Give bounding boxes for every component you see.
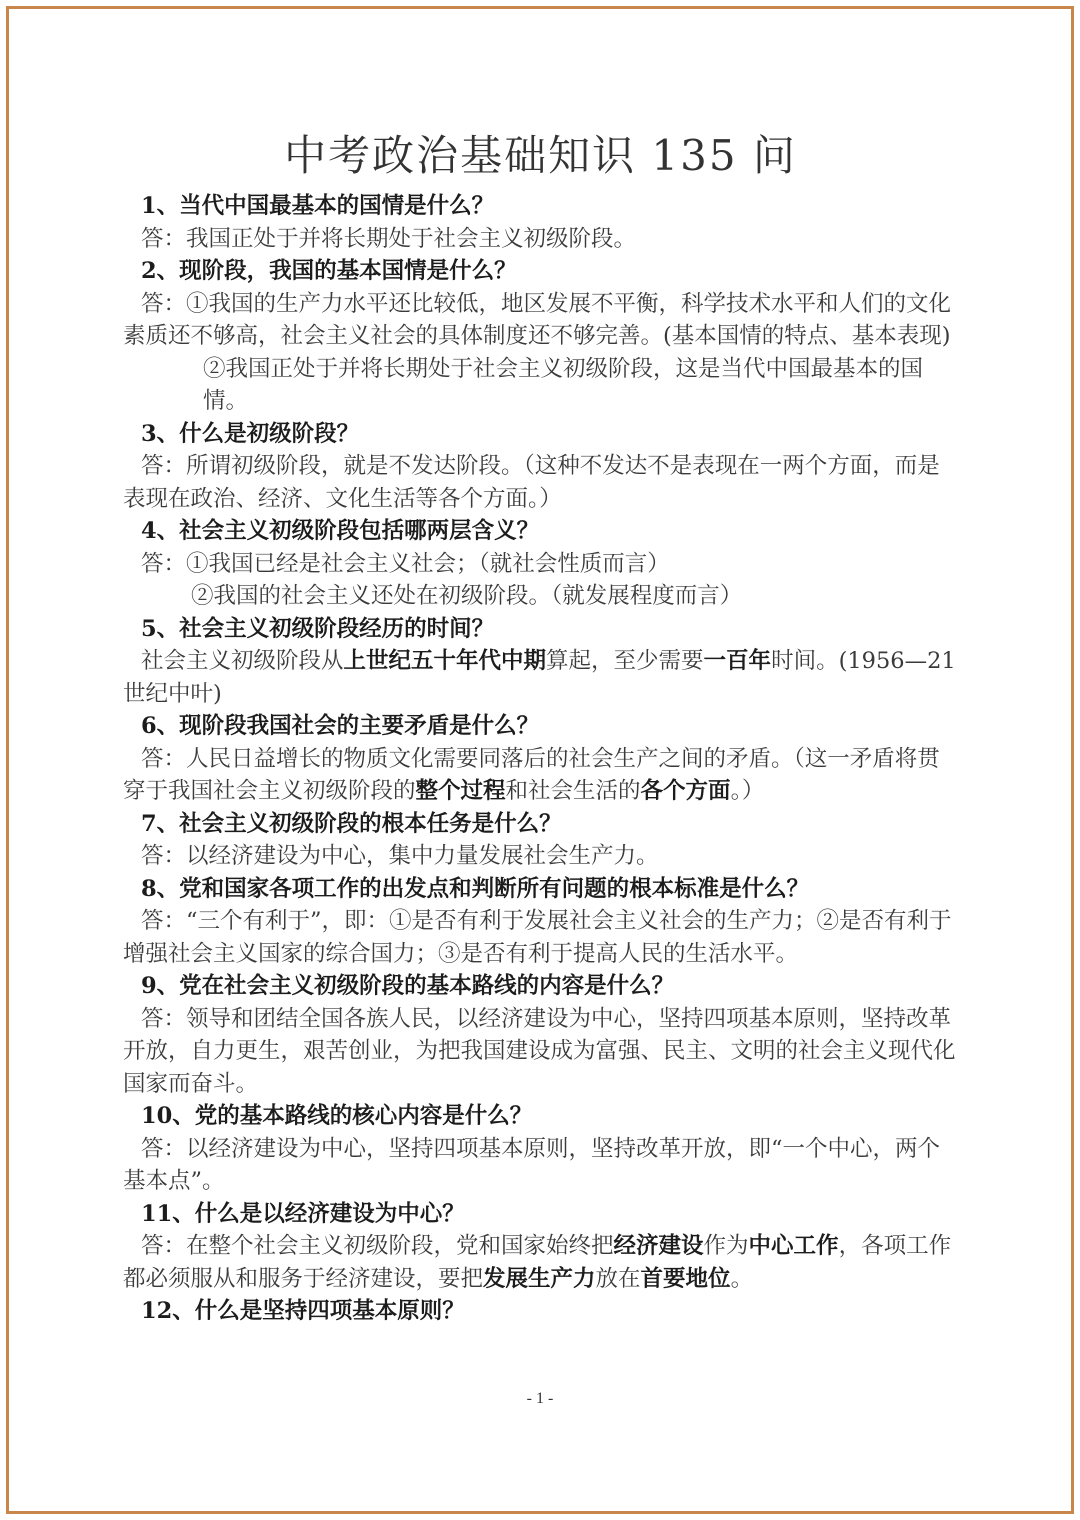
answer-6-text-3: 。） — [730, 778, 765, 804]
answer-11-text-1: 答：在整个社会主义初级阶段，党和国家始终把 — [141, 1233, 614, 1259]
answer-2-part-1: 答：①我国的生产力水平还比较低，地区发展不平衡，科学技术水平和人们的文化素质还不够高，社会主义社会的具体制度还不够完善。(基本国情的特点、基本表现) — [123, 290, 952, 349]
answer-6-bold-1: 整个过程 — [415, 778, 506, 804]
question-7: 7、社会主义初级阶段的根本任务是什么？ — [141, 810, 562, 837]
answer-11-bold-1: 经济建设 — [613, 1233, 704, 1259]
question-11: 11、什么是以经济建设为中心？ — [141, 1200, 465, 1227]
answer-5-text-3: 时间。(1956—21 世纪中叶) — [123, 648, 956, 707]
page-number: - 1 - — [526, 1390, 554, 1407]
answer-6-text-2: 和社会生活的 — [505, 778, 641, 804]
question-1: 1、当代中国最基本的国情是什么？ — [141, 193, 495, 219]
answer-5-bold-2: 一百年 — [703, 648, 772, 674]
answer-6 — [123, 743, 958, 808]
answer-6-bold-2: 各个方面 — [640, 778, 731, 804]
answer-8: 答：“三个有利于”，即：①是否有利于发展社会主义社会的生产力；②是否有利于增强社会主义国家的综合国力；③是否有利于提高人民的生活水平。 — [123, 908, 952, 967]
question-3: 3、什么是初级阶段？ — [141, 420, 360, 447]
answer-6-text-1: 答：人民日益增长的物质文化需要同落后的社会生产之间的矛盾。（这一矛盾将贯穿于我国社会主义初级阶段的 — [123, 745, 940, 804]
answer-11-bold-3: 发展生产力 — [483, 1265, 596, 1292]
question-8: 8、党和国家各项工作的出发点和判断所有问题的根本标准是什么？ — [141, 875, 810, 902]
answer-1: 答：我国正处于并将长期处于社会主义初级阶段。 — [141, 225, 637, 252]
answer-7: 答：以经济建设为中心，集中力量发展社会生产力。 — [141, 843, 659, 869]
answer-9: 答：领导和团结全国各族人民，以经济建设为中心，坚持四项基本原则，坚持改革开放，自力更生，艰苦创业，为把我国建设成为富强、民主、文明的社会主义现代化国家而奋斗。 — [123, 1005, 956, 1097]
answer-5-text-1: 社会主义初级阶段从 — [141, 648, 344, 674]
answer-11-bold-4: 首要地位 — [640, 1265, 731, 1292]
answer-4-part-1: 答：①我国已经是社会主义社会；（就社会性质而言） — [141, 550, 670, 577]
question-12: 12、什么是坚持四项基本原则？ — [141, 1298, 465, 1324]
question-5: 5、社会主义初级阶段经历的时间？ — [141, 615, 495, 642]
answer-5-text-2: 算起，至少需要 — [546, 648, 704, 674]
answer-11-text-4: 放在 — [595, 1265, 641, 1292]
answer-5 — [123, 645, 958, 710]
question-4: 4、社会主义初级阶段包括哪两层含义？ — [141, 518, 540, 544]
answer-11-bold-2: 中心工作 — [748, 1233, 839, 1259]
answer-3: 答：所谓初级阶段，就是不发达阶段。（这种不发达不是表现在一两个方面，而是表现在政治、经济、文化生活等各个方面。） — [123, 453, 940, 512]
question-6: 6、现阶段我国社会的主要矛盾是什么？ — [141, 713, 540, 739]
question-2: 2、现阶段，我国的基本国情是什么？ — [141, 258, 517, 284]
answer-11 — [123, 1230, 958, 1295]
answer-11-text-2: 作为 — [703, 1233, 749, 1259]
document-title: 中考政治基础知识 135 问 — [284, 131, 797, 180]
question-9: 9、党在社会主义初级阶段的基本路线的内容是什么？ — [141, 973, 675, 999]
answer-2-part-2: ②我国正处于并将长期处于社会主义初级阶段，这是当代中国最基本的国情。 — [203, 355, 924, 414]
document-body — [123, 126, 958, 1328]
answer-5-bold-1: 上世纪五十年代中期 — [343, 648, 547, 674]
answer-4-part-2: ②我国的社会主义还处在初级阶段。（就发展程度而言） — [191, 583, 743, 609]
question-10: 10、党的基本路线的核心内容是什么？ — [141, 1103, 533, 1129]
answer-10: 答：以经济建设为中心，坚持四项基本原则，坚持改革开放，即“一个中心，两个基本点”。 — [123, 1135, 941, 1194]
answer-11-text-3: ，各项工作都必须服从和服务于经济建设，要把 — [123, 1233, 952, 1292]
answer-11-text-5: 。 — [730, 1265, 754, 1292]
